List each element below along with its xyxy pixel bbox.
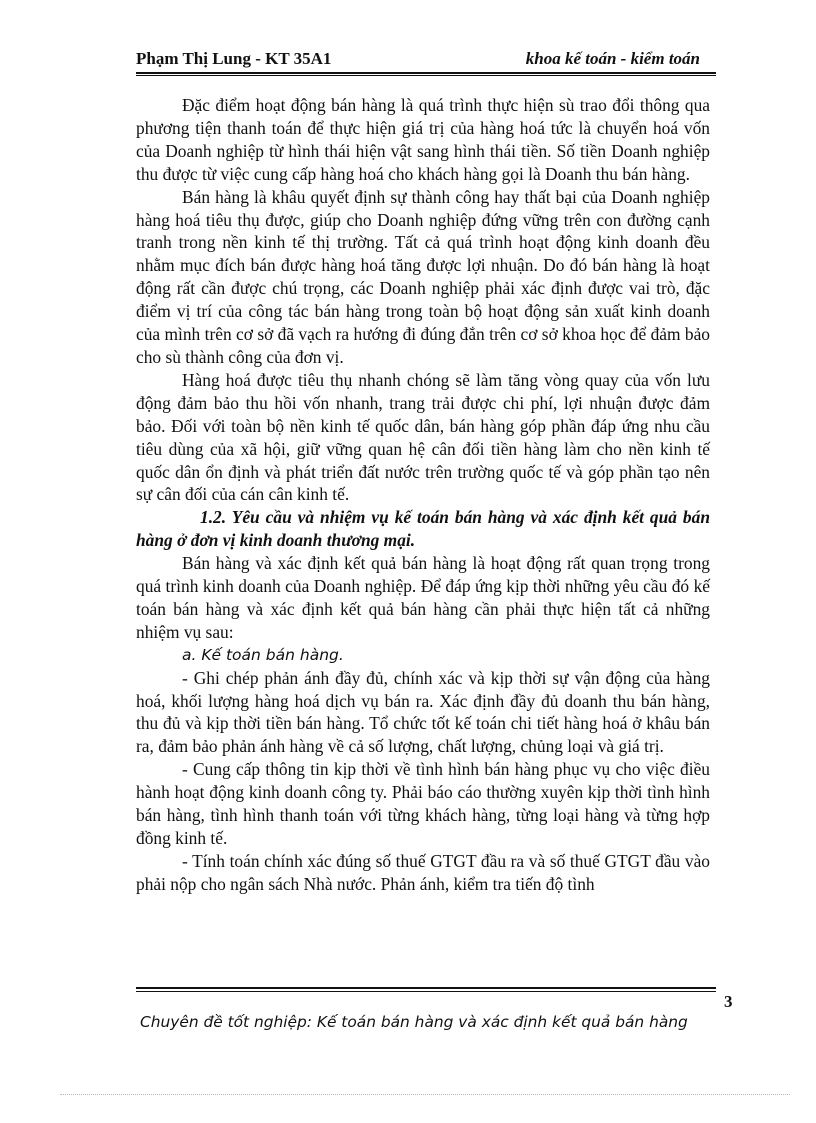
list-item: - Tính toán chính xác đúng số thuế GTGT đầu ra và số thuế GTGT đầu vào phải nộp cho ngân sách Nhà nước. Phản ánh, kiểm tra tiến độ tình bbox=[136, 850, 710, 894]
list-item: - Cung cấp thông tin kịp thời về tình hình bán hàng phục vụ cho việc điều hành hoạt động kinh doanh công ty. Phải báo cáo thường xuyên kịp thời tình hình bán hàng, tình hình thanh toán với từng khách hàng, từng loại hàng và từng hợp đồng kinh tế. bbox=[136, 759, 710, 848]
footer-title: Chuyên đề tốt nghiệp: Kế toán bán hàng và xác định kết quả bán hàng bbox=[140, 1013, 688, 1031]
section-heading: 1.2. Yêu cầu và nhiệm vụ kế toán bán hàng và xác định kết quả bán hàng ở đơn vị kinh doanh thương mại. bbox=[136, 507, 710, 551]
paragraph: Đặc điểm hoạt động bán hàng là quá trình thực hiện sù trao đổi thông qua phương tiện thanh toán để thực hiện giá trị của hàng hoá tức là chuyển hoá vốn của Doanh nghiệp từ hình thái hiện vật sang hình thái tiền. Số tiền Doanh nghiệp thu được từ việc cung cấp hàng hoá cho khách hàng gọi là Doanh thu bán hàng. bbox=[136, 95, 710, 184]
header-department: khoa kế toán - kiểm toán bbox=[525, 49, 700, 68]
header-author: Phạm Thị Lung - KT 35A1 bbox=[136, 49, 332, 68]
page-number: 3 bbox=[724, 992, 733, 1011]
paragraph: Bán hàng là khâu quyết định sự thành công hay thất bại của Doanh nghiệp hàng hoá tiêu thụ được, giúp cho Doanh nghiệp đứng vững trên con đường cạnh tranh trong nền kinh tế thị trường. Tất cả quá trình hoạt động kinh doanh đều nhằm mục đích bán được hàng hoá tăng được lợi nhuận. Do đó bán hàng là hoạt động rất cần được chú trọng, các Doanh nghiệp phải xác định được vai trò, đặc điểm vị trí của công tác bán hàng trong toàn bộ hoạt động sản xuất kinh doanh của mình trên cơ sở đã vạch ra hướng đi đúng đắn trên cơ sở khoa học để đảm bảo cho sù thành công của đơn vị. bbox=[136, 186, 710, 367]
page-header bbox=[136, 47, 712, 73]
header-rule bbox=[136, 72, 716, 76]
paragraph: Hàng hoá được tiêu thụ nhanh chóng sẽ làm tăng vòng quay của vốn lưu động đảm bảo thu hồi vốn nhanh, trang trải được chi phí, lợi nhuận được đảm bảo. Đối với toàn bộ nền kinh tế quốc dân, bán hàng góp phần đáp ứng nhu cầu tiêu dùng của xã hội, giữ vững quan hệ cân đối tiền hàng làm cho nền kinh tế quốc dân ổn định và phát triển đất nước trên trường quốc tế và góp phần tạo nên sự cân đối của cán cân kinh tế. bbox=[136, 369, 710, 505]
section-intro: Bán hàng và xác định kết quả bán hàng là hoạt động rất quan trọng trong quá trình kinh doanh của Doanh nghiệp. Để đáp ứng kịp thời những yêu cầu đó kế toán bán hàng và xác định kết quả bán hàng cần phải thực hiện tất cả những nhiệm vụ sau: bbox=[136, 553, 710, 642]
document-body bbox=[136, 94, 710, 896]
subheading: a. Kế toán bán hàng. bbox=[182, 645, 344, 664]
page-bottom-divider bbox=[60, 1094, 790, 1095]
footer-rule bbox=[136, 987, 716, 992]
list-item: - Ghi chép phản ánh đầy đủ, chính xác và kịp thời sự vận động của hàng hoá, khối lượng hàng hoá dịch vụ bán ra. Xác định đầy đủ doanh thu bán hàng, thu đủ và kịp thời tiền bán hàng. Tổ chức tốt kế toán chi tiết hàng hoá ở khâu bán ra, đảm bảo phản ánh hàng về cả số lượng, chất lượng, chủng loại và giá trị. bbox=[136, 667, 710, 757]
